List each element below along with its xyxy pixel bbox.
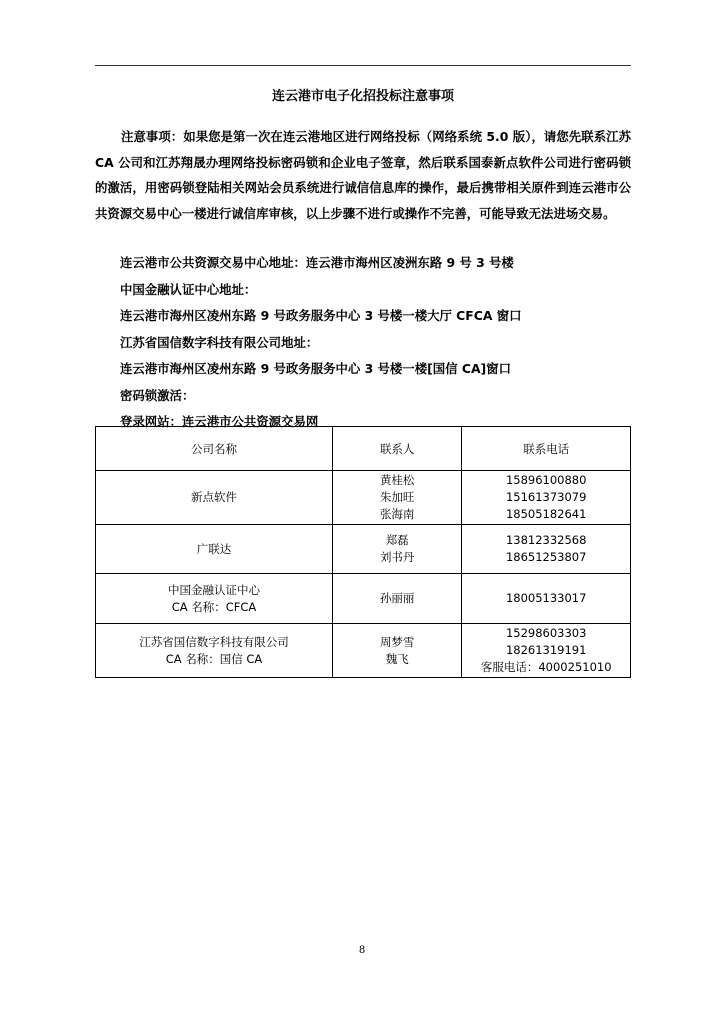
document-title: 连云港市电子化招投标注意事项 <box>271 89 454 104</box>
contact-cell <box>332 525 461 574</box>
table-row <box>96 624 631 678</box>
company-name: 中国金融认证中心 <box>167 582 260 597</box>
header-phone: 联系电话 <box>462 427 631 471</box>
phone-cell <box>462 525 631 574</box>
phone-cell <box>462 624 631 678</box>
login-website: 登录网站：连云港市公共资源交易网 <box>120 414 319 429</box>
company-cell <box>96 471 333 525</box>
phone-number: 18505182641 <box>505 507 587 521</box>
table-row <box>96 471 631 525</box>
company-name: 江苏省国信数字科技有限公司 <box>139 634 289 649</box>
company-cell <box>96 624 333 678</box>
contact-name: 朱加旺 <box>379 490 415 504</box>
address-list <box>120 250 631 436</box>
contact-cell <box>332 471 461 525</box>
phone-number: 15298603303 <box>505 626 587 640</box>
contact-name: 周梦雪 <box>379 634 415 649</box>
cfca-address: 连云港市海州区凌州东路 9 号政务服务中心 3 号楼一楼大厅 CFCA 窗口 <box>120 308 522 323</box>
phone-number: 15161373079 <box>505 490 587 504</box>
phone-number: 18005133017 <box>505 591 587 605</box>
header-rule <box>95 65 631 66</box>
guoxin-address: 连云港市海州区凌州东路 9 号政务服务中心 3 号楼一楼[国信 CA]窗口 <box>120 361 511 376</box>
company-name: 新点软件 <box>190 490 237 504</box>
phone-cell <box>462 574 631 624</box>
table-row <box>96 574 631 624</box>
notice-paragraph: 注意事项：如果您是第一次在连云港地区进行网络投标（网络系统 5.0 版），请您先联系江苏 CA 公司和江苏翔晟办理网络投标密码锁和企业电子签章，然后联系国泰新点软件公司进行密码锁的激活，用密码锁登陆相关网站会员系统进行诚信信息库的操作，最后携带相关原件到连云港市公共资源交易中心一楼进行诚信库审核，以上步骤不进行或操作不完善，可能导致无法进场交易。 <box>95 129 631 221</box>
contact-cell <box>332 624 461 678</box>
contact-name: 张海南 <box>379 507 415 521</box>
contact-cell <box>332 574 461 624</box>
trading-center-address: 连云港市公共资源交易中心地址：连云港市海州区凌洲东路 9 号 3 号楼 <box>120 255 514 270</box>
phone-cell <box>462 471 631 525</box>
contact-name: 魏飞 <box>385 651 409 666</box>
contact-name: 刘书丹 <box>379 550 415 564</box>
ca-name: CA 名称：CFCA <box>171 599 257 614</box>
table-row <box>96 525 631 574</box>
company-cell <box>96 525 333 574</box>
header-company: 公司名称 <box>96 427 333 471</box>
company-name: 广联达 <box>196 541 232 556</box>
contact-name: 孙丽丽 <box>379 591 415 605</box>
page-number: 8 <box>358 945 366 956</box>
service-phone: 客服电话：4000251010 <box>480 660 612 674</box>
company-cell <box>96 574 333 624</box>
contact-name: 郑磊 <box>385 533 409 547</box>
phone-number: 18261319191 <box>505 643 587 657</box>
table-header-row <box>96 427 631 471</box>
cfca-address-label: 中国金融认证中心地址： <box>120 281 257 297</box>
lock-activation-label: 密码锁激活： <box>120 387 195 403</box>
contact-name: 黄桂松 <box>379 473 415 487</box>
phone-number: 18651253807 <box>505 550 587 564</box>
ca-name: CA 名称：国信 CA <box>165 651 263 666</box>
guoxin-address-label: 江苏省国信数字科技有限公司地址： <box>120 334 319 350</box>
header-contact: 联系人 <box>332 427 461 471</box>
contacts-table <box>95 426 631 678</box>
phone-number: 13812332568 <box>505 533 587 547</box>
phone-number: 15896100880 <box>505 473 587 487</box>
